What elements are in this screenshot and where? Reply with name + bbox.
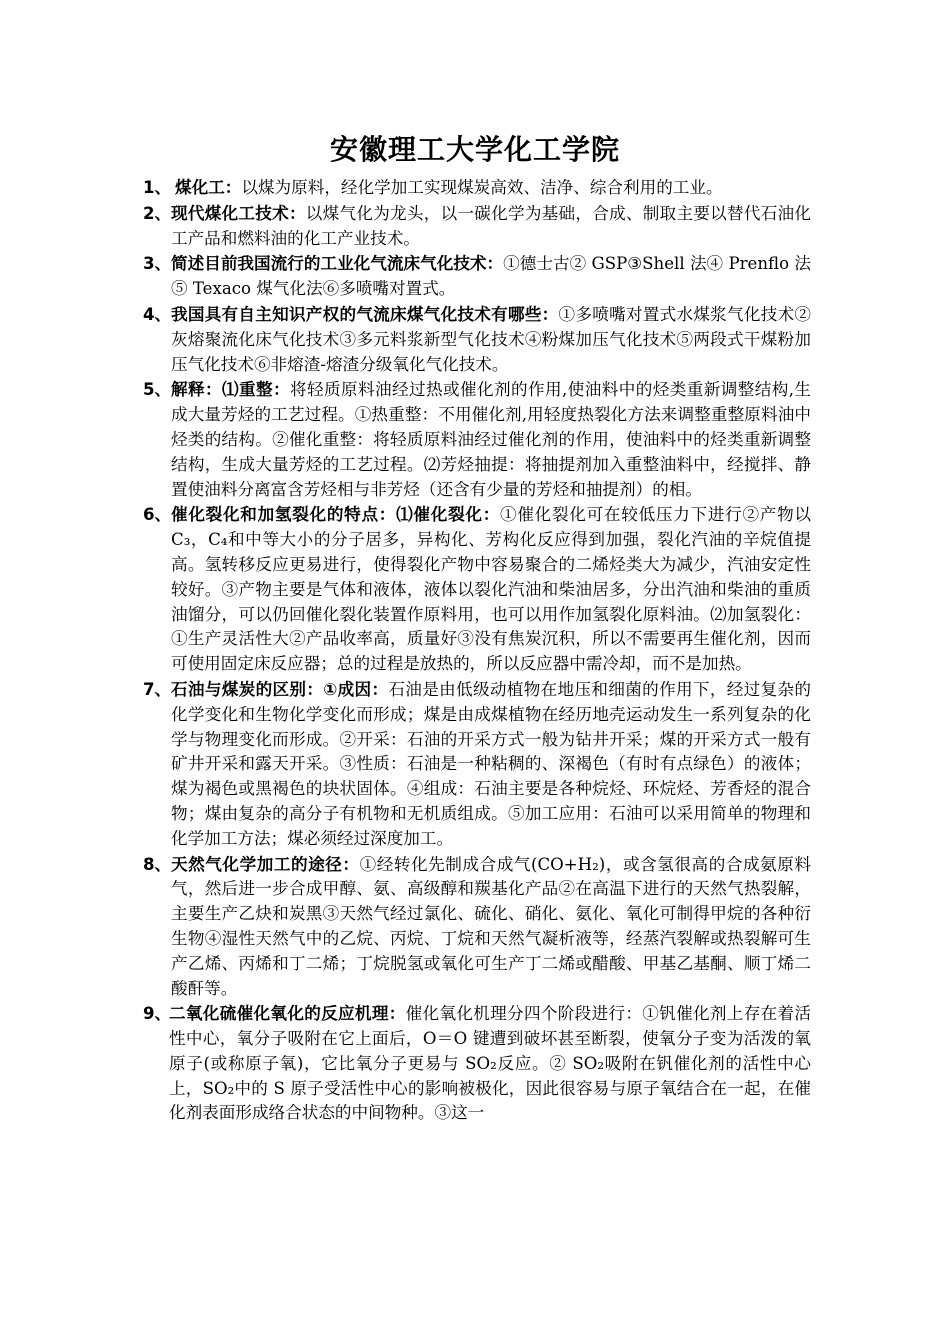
item-text: ①催化裂化可在较低压力下进行②产物以 C₃，C₄和中等大小的分子居多，异构化、芳构化反应得到加强，裂化汽油的辛烷值提高。氢转移反应更易进行，使得裂化产物中容易聚合的二烯烃类大为减少，汽油安定性较好。③产物主要是气体和液体，液体以裂化汽油和柴油居多，分出汽油和柴油的重质油馏分，可以仍回催化裂化装置作原料用，也可以用作加氢裂化原料油。⑵加氢裂化：①生产灵活性大②产品收率高，质量好③没有焦炭沉积，所以不需要再生催化剂，因而可使用固定床反应器；总的过程是放热的，所以反应器中需冷却，而不是加热。 — [171, 505, 812, 674]
item-text: 催化氧化机理分四个阶段进行：①钒催化剂上存在着活性中心，氧分子吸附在它上面后，O＝O 键遭到破坏甚至断裂，使氧分子变为活泼的氧原子(或称原子氧)，它比氧分子更易与 SO₂反应。② SO₂吸附在钒催化剂的活性中心上，SO₂中的 S 原子受活性中心的影响被极化，因此很容易与原子氧结合在一起，在催化剂表面形成络合状态的中间物种。③这一 — [169, 1004, 811, 1123]
item-body — [171, 202, 811, 252]
item-body — [171, 503, 811, 677]
list-item — [143, 202, 811, 252]
item-body — [171, 303, 811, 377]
item-text: 以煤为原料，经化学加工实现煤炭高效、洁净、综合利用的工业。 — [241, 178, 723, 197]
item-text: ①经转化先制成合成气(CO+H₂)，或含氢很高的合成氨原料气，然后进一步合成甲醇、氨、高级醇和羰基化产品②在高温下进行的天然气热裂解，主要生产乙炔和炭黑③天然气经过氯化、硫化、硝化、氨化、氧化可制得甲烷的各种衍生物④湿性天然气中的乙烷、丙烷、丁烷和天然气凝析液等，经蒸汽裂解或热裂解可生产乙烯、丙烯和丁二烯；丁烷脱氢或氧化可生产丁二烯或醋酸、甲基乙基酮、顺丁烯二酸酐等。 — [171, 854, 811, 998]
item-number: 2、 — [143, 203, 172, 223]
list-item — [143, 378, 811, 502]
item-number: 5、 — [143, 380, 172, 400]
item-term: 煤化工： — [175, 178, 242, 197]
page-title: 安徽理工大学化工学院 — [329, 133, 620, 166]
item-text: 将轻质原料油经过热或催化剂的作用,使油料中的烃类重新调整结构,生成大量芳烃的工艺过程。①热重整：不用催化剂,用轻度热裂化方法来调整重整原料油中烃类的结构。②催化重整：将轻质原料油经过催化剂的作用，使油料中的烃类重新调整结构，生成大量芳烃的工艺过程。⑵芳烃抽提：将抽提剂加入重整油料中，经搅拌、静置使油料分离富含芳烃相与非芳烃（还含有少量的芳烃和抽提剂）的相。 — [171, 380, 811, 499]
item-term: 催化裂化和加氢裂化的特点：⑴催化裂化： — [171, 505, 501, 525]
item-body — [171, 252, 811, 302]
list-item — [143, 176, 811, 201]
list-item — [143, 303, 811, 377]
item-term: 解释：⑴重整： — [171, 380, 291, 400]
item-body — [175, 176, 811, 201]
item-term: 石油与煤炭的区别：①成因： — [171, 679, 389, 699]
item-number: 7、 — [143, 679, 172, 699]
item-text: ①多喷嘴对置式水煤浆气化技术②灰熔聚流化床气化技术③多元料浆新型气化技术④粉煤加压气化技术⑤两段式干煤粉加压气化技术⑥非熔渣-熔渣分级氧化气化技术。 — [171, 304, 812, 374]
item-term: 二氧化硫催化氧化的反应机理： — [169, 1004, 406, 1024]
item-text: 以煤气化为龙头，以一碳化学为基础，合成、制取主要以替代石油化工产品和燃料油的化工产业技术。 — [171, 203, 812, 248]
list-item — [143, 678, 811, 852]
item-number: 1、 — [143, 178, 172, 197]
list-item — [143, 252, 811, 302]
item-term: 我国具有自主知识产权的气流床煤气化技术有哪些： — [171, 304, 559, 324]
item-number: 8、 — [143, 854, 172, 874]
item-body — [171, 678, 811, 852]
item-body — [171, 378, 811, 502]
item-number: 4、 — [143, 304, 172, 324]
item-term: 现代煤化工技术： — [171, 203, 306, 223]
item-body — [169, 1002, 811, 1126]
item-number: 3、 — [143, 254, 172, 274]
item-text: 石油是由低级动植物在地压和细菌的作用下，经过复杂的化学变化和生物化学变化而形成；煤是由成煤植物在经历地壳运动发生一系列复杂的化学与物理变化而形成。②开采：石油的开采方式一般为钻井开采；煤的开采方式一般有矿井开采和露天开采。③性质：石油是一种粘稠的、深褐色（有时有点绿色）的液体；煤为褐色或黑褐色的块状固体。④组成：石油主要是各种烷烃、环烷烃、芳香烃的混合物；煤由复杂的高分子有机物和无机质组成。⑤加工应用：石油可以采用简单的物理和化学加工方法；煤必须经过深度加工。 — [171, 679, 811, 848]
item-number: 6、 — [143, 505, 172, 525]
item-list — [143, 176, 811, 1127]
item-body — [171, 853, 811, 1002]
item-number: 9、 — [143, 1004, 172, 1024]
item-term: 天然气化学加工的途径： — [171, 854, 360, 874]
list-item — [143, 853, 811, 1002]
list-item — [143, 1002, 811, 1126]
item-term: 简述目前我国流行的工业化气流床气化技术： — [171, 254, 504, 274]
item-text: ①德士古② GSP③Shell 法④ Prenflo 法⑤ Texaco 煤气化法⑥多喷嘴对置式。 — [171, 254, 811, 299]
list-item — [143, 503, 811, 677]
